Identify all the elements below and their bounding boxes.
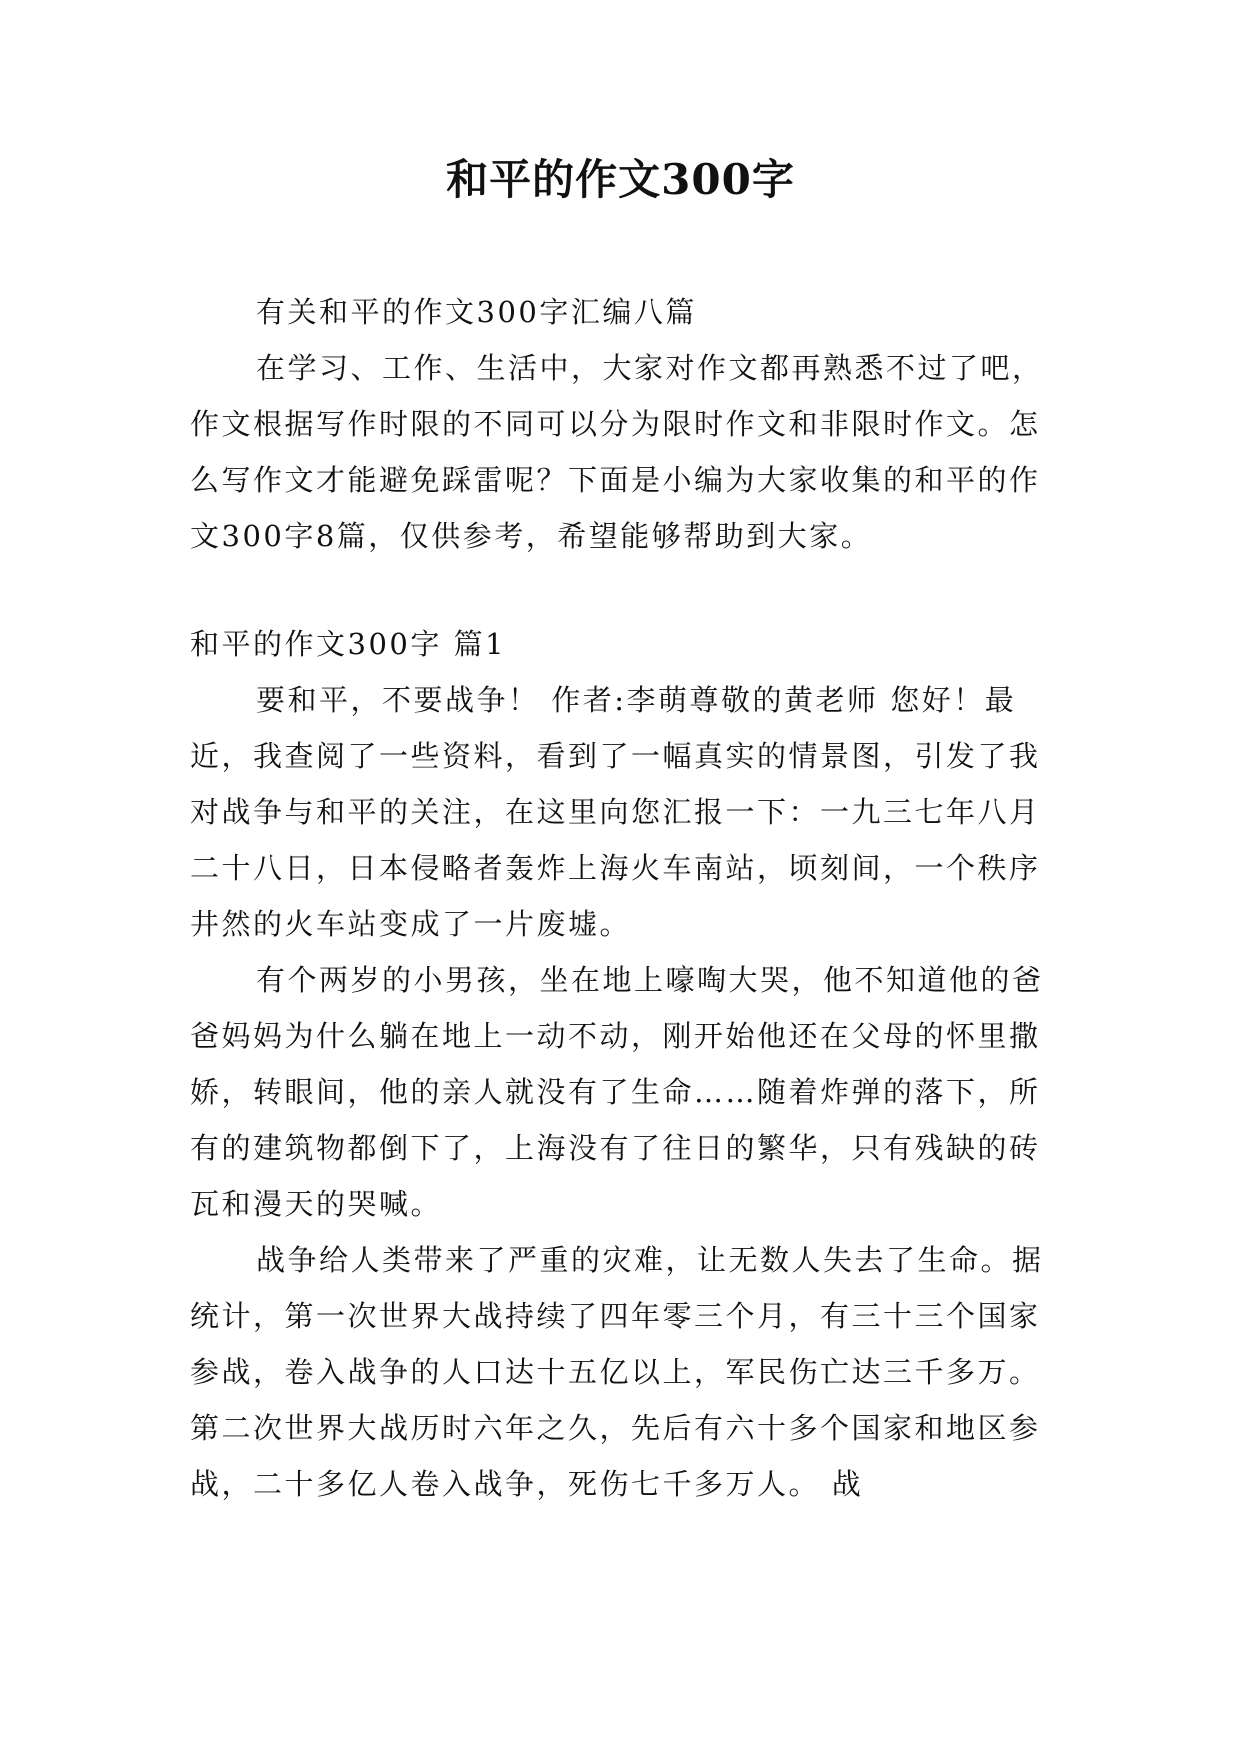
document-title: 和平的作文300字 — [446, 155, 795, 204]
body-paragraph: 要和平，不要战争！ 作者:李萌尊敬的黄老师 您好！最近，我查阅了一些资料，看到了一幅真实的情景图，引发了我对战争与和平的关注，在这里向您汇报一下：一九三七年八月二十八日，日本侵略者轰炸上海火车南站，顷刻间，一个秩序井然的火车站变成了一片废墟。 — [190, 683, 1041, 941]
body-paragraph: 战争给人类带来了严重的灾难，让无数人失去了生命。据统计，第一次世界大战持续了四年零三个月，有三十三个国家参战，卷入战争的人口达十五亿以上，军民伤亡达三千多万。第二次世界大战历时六年之久，先后有六十多个国家和地区参战，二十多亿人卷入战争，死伤七千多万人。 战 — [190, 1243, 1044, 1501]
body-paragraph: 有个两岁的小男孩，坐在地上嚎啕大哭，他不知道他的爸爸妈妈为什么躺在地上一动不动，刚开始他还在父母的怀里撒娇，转眼间，他的亲人就没有了生命……随着炸弹的落下，所有的建筑物都倒下了，上海没有了往日的繁华，只有残缺的砖瓦和漫天的哭喊。 — [190, 963, 1044, 1221]
section-heading: 和平的作文300字 篇1 — [190, 627, 507, 661]
document-body — [190, 284, 1062, 1512]
subtitle-line: 有关和平的作文300字汇编八篇 — [256, 295, 697, 329]
intro-paragraph: 在学习、工作、生活中，大家对作文都再熟悉不过了吧，作文根据写作时限的不同可以分为限时作文和非限时作文。怎么写作文才能避免踩雷呢？下面是小编为大家收集的和平的作文300字8篇，仅供参考，希望能够帮助到大家。 — [190, 351, 1044, 553]
